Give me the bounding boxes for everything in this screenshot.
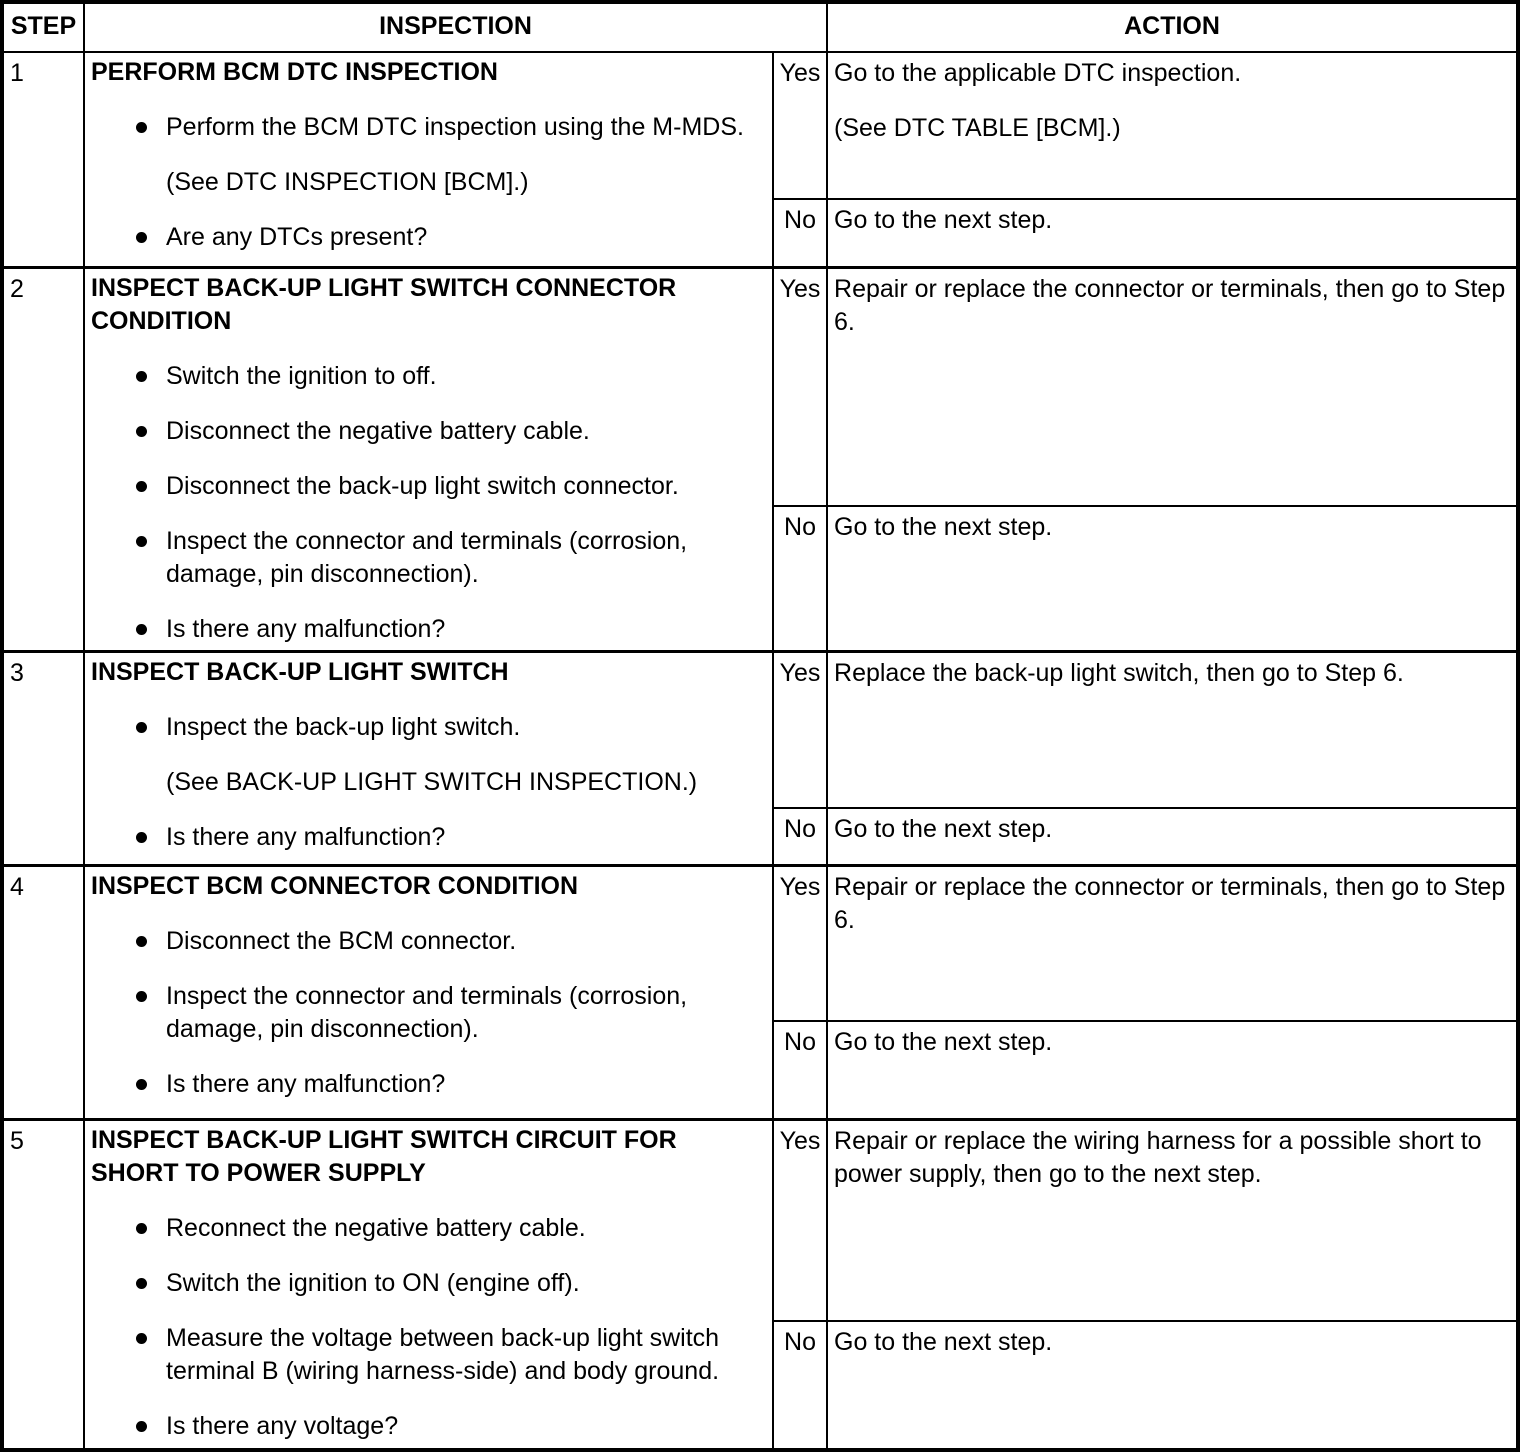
action-text: Go to the next step. — [834, 1328, 1053, 1356]
inspection-bullet: Disconnect the back-up light switch connector. — [91, 470, 762, 503]
inspection-title: INSPECT BACK-UP LIGHT SWITCH CONNECTOR CONDITION — [91, 274, 677, 335]
table-row — [2, 1120, 1518, 1322]
inspection-note: (See BACK-UP LIGHT SWITCH INSPECTION.) — [166, 768, 698, 796]
inspection-bullet: Is there any voltage? — [91, 1410, 762, 1443]
col-header-step: STEP — [2, 2, 84, 52]
step-number: 5 — [2, 1120, 84, 1451]
table-row — [2, 866, 1518, 1022]
table-row — [2, 52, 1518, 199]
step-number: 1 — [2, 52, 84, 268]
yes-label: Yes — [773, 1120, 827, 1322]
inspection-title: INSPECT BACK-UP LIGHT SWITCH — [91, 658, 509, 686]
yes-action — [827, 268, 1518, 507]
yes-label: Yes — [773, 268, 827, 507]
action-text: Go to the applicable DTC inspection. — [834, 59, 1242, 87]
inspection-title: INSPECT BACK-UP LIGHT SWITCH CIRCUIT FOR SHORT TO POWER SUPPLY — [91, 1126, 677, 1187]
inspection-note: (See DTC INSPECTION [BCM].) — [166, 168, 529, 196]
header-row — [2, 2, 1518, 52]
inspection-bullet: Is there any malfunction? — [91, 821, 762, 854]
action-text: Repair or replace the connector or terminals, then go to Step 6. — [834, 275, 1506, 336]
no-label: No — [773, 1021, 827, 1120]
yes-label: Yes — [773, 652, 827, 809]
action-text: Go to the next step. — [834, 1028, 1053, 1056]
action-text: Go to the next step. — [834, 206, 1053, 234]
no-label: No — [773, 199, 827, 268]
no-action — [827, 808, 1518, 866]
inspection-bullet: Measure the voltage between back-up light switch terminal B (wiring harness-side) and body ground. — [91, 1322, 762, 1388]
yes-label: Yes — [773, 866, 827, 1022]
step-number: 2 — [2, 268, 84, 652]
no-action — [827, 506, 1518, 652]
no-action — [827, 199, 1518, 268]
inspection-cell — [84, 1120, 773, 1451]
inspection-cell — [84, 268, 773, 652]
action-text: Go to the next step. — [834, 815, 1053, 843]
inspection-bullet: Is there any malfunction? — [91, 613, 762, 646]
no-action — [827, 1021, 1518, 1120]
no-label: No — [773, 808, 827, 866]
table-row — [2, 652, 1518, 809]
col-header-action: ACTION — [827, 2, 1518, 52]
action-note: (See DTC TABLE [BCM].) — [834, 114, 1121, 142]
inspection-bullet: Disconnect the negative battery cable. — [91, 415, 762, 448]
step-number: 4 — [2, 866, 84, 1120]
inspection-bullet: Reconnect the negative battery cable. — [91, 1212, 762, 1245]
inspection-bullet: Disconnect the BCM connector. — [91, 925, 762, 958]
yes-action — [827, 652, 1518, 809]
action-text: Go to the next step. — [834, 513, 1053, 541]
inspection-bullet: Is there any malfunction? — [91, 1068, 762, 1101]
action-text: Repair or replace the connector or terminals, then go to Step 6. — [834, 873, 1506, 934]
inspection-title: INSPECT BCM CONNECTOR CONDITION — [91, 872, 579, 900]
inspection-bullet: Switch the ignition to ON (engine off). — [91, 1267, 762, 1300]
action-text: Repair or replace the wiring harness for a possible short to power supply, then go to the next step. — [834, 1127, 1482, 1188]
table-row — [2, 268, 1518, 507]
inspection-bullet: Inspect the back-up light switch. — [91, 711, 762, 744]
action-text: Replace the back-up light switch, then go to Step 6. — [834, 659, 1404, 687]
col-header-inspection: INSPECTION — [84, 2, 827, 52]
inspection-cell — [84, 652, 773, 866]
yes-label: Yes — [773, 52, 827, 199]
inspection-bullet: Switch the ignition to off. — [91, 360, 762, 393]
inspection-title: PERFORM BCM DTC INSPECTION — [91, 58, 498, 86]
no-label: No — [773, 1321, 827, 1450]
inspection-bullet: Inspect the connector and terminals (corrosion, damage, pin disconnection). — [91, 525, 762, 591]
inspection-cell — [84, 52, 773, 268]
step-number: 3 — [2, 652, 84, 866]
no-action — [827, 1321, 1518, 1450]
yes-action — [827, 866, 1518, 1022]
inspection-bullet: Inspect the connector and terminals (corrosion, damage, pin disconnection). — [91, 980, 762, 1046]
inspection-bullet: Are any DTCs present? — [91, 221, 762, 254]
yes-action — [827, 1120, 1518, 1322]
inspection-cell — [84, 866, 773, 1120]
yes-action — [827, 52, 1518, 199]
no-label: No — [773, 506, 827, 652]
inspection-bullet: Perform the BCM DTC inspection using the M-MDS. — [91, 111, 762, 144]
